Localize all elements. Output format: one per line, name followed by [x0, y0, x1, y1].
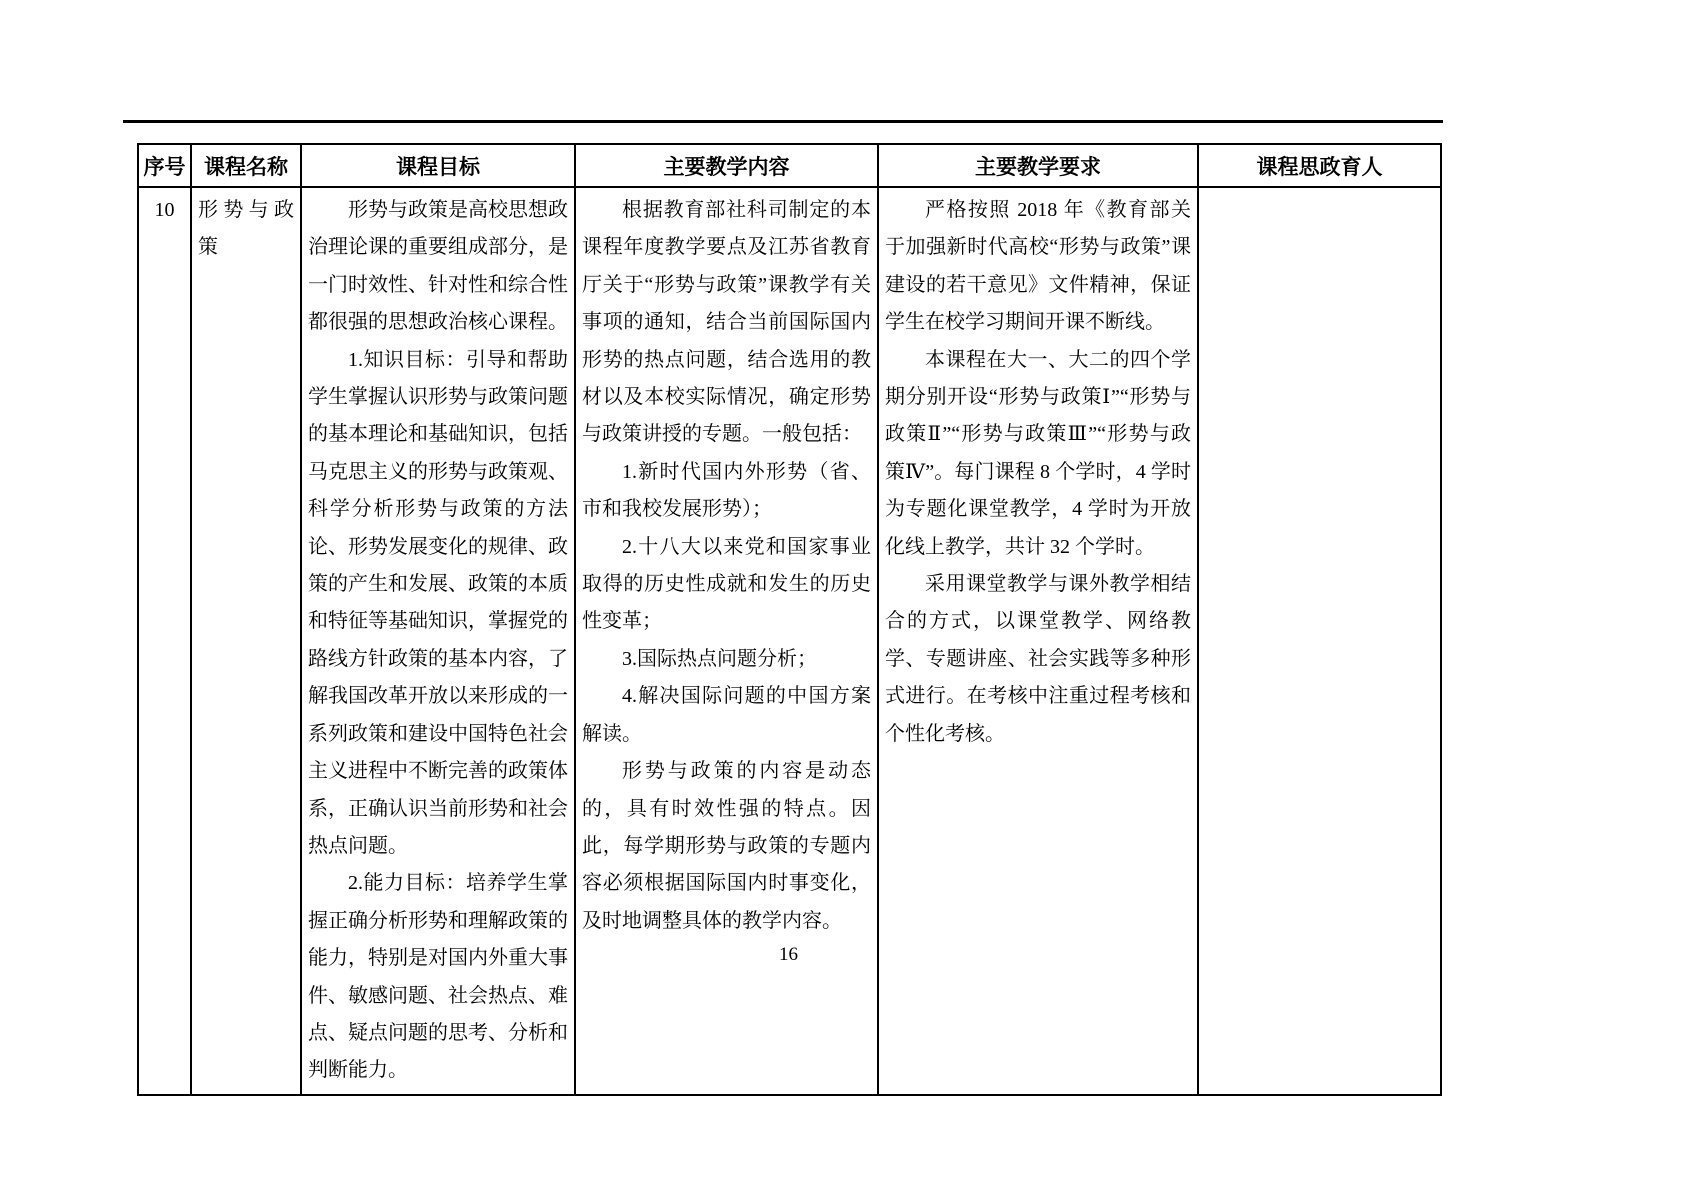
column-header-course-objectives: 课程目标: [301, 144, 575, 187]
course-name-text: 形势与政策: [198, 199, 294, 259]
page-number: 16: [779, 944, 798, 965]
objectives-paragraph: 形势与政策是高校思想政治理论课的重要组成部分，是一门时效性、针对性和综合性都很强的思想政治核心课程。: [308, 199, 568, 334]
content-paragraph: 3.国际热点问题分析；: [622, 647, 817, 670]
cell-index: 10: [138, 187, 191, 1095]
requirements-paragraph: 本课程在大一、大二的四个学期分别开设“形势与政策Ⅰ”“形势与政策Ⅱ”“形势与政策Ⅲ”“形势与政策Ⅳ”。每门课程 8 个学时，4 学时为专题化课堂教学，4 学时为开放化线上教学，共计 32 个学时。: [885, 348, 1191, 558]
content-paragraph: 根据教育部社科司制定的本课程年度教学要点及江苏省教育厅关于“形势与政策”课教学有关事项的通知，结合当前国际国内形势的热点问题，结合选用的教材以及本校实际情况，确定形势与政策讲授的专题。一般包括：: [582, 199, 871, 446]
content-paragraph: 2.十八大以来党和国家事业取得的历史性成就和发生的历史性变革；: [582, 535, 871, 633]
column-header-index: 序号: [138, 144, 191, 187]
content-paragraph: 4.解决国际问题的中国方案解读。: [582, 685, 871, 745]
table-header-row: [138, 144, 1441, 187]
page-header-rule: [123, 120, 1443, 123]
objectives-paragraph: 2.能力目标：培养学生掌握正确分析形势和理解政策的能力，特别是对国内外重大事件、敏感问题、社会热点、难点、疑点问题的思考、分析和判断能力。: [308, 872, 568, 1082]
content-paragraph: 形势与政策的内容是动态的，具有时效性强的特点。因此，每学期形势与政策的专题内容必须根据国际国内时事变化，及时地调整具体的教学内容。: [582, 760, 871, 932]
requirements-paragraph: 采用课堂教学与课外教学相结合的方式，以课堂教学、网络教学、专题讲座、社会实践等多种形式进行。在考核中注重过程考核和个性化考核。: [885, 573, 1191, 745]
column-header-teaching-content: 主要教学内容: [575, 144, 878, 187]
column-header-teaching-requirements: 主要教学要求: [878, 144, 1198, 187]
objectives-paragraph: 1.知识目标：引导和帮助学生掌握认识形势与政策问题的基本理论和基础知识，包括马克思主义的形势与政策观、科学分析形势与政策的方法论、形势发展变化的规律、政策的产生和发展、政策的本质和特征等基础知识，掌握党的路线方针政策的基本内容，了解我国改革开放以来形成的一系列政策和建设中国特色社会主义进程中不断完善的政策体系，正确认识当前形势和社会热点问题。: [308, 348, 568, 857]
column-header-course-name: 课程名称: [191, 144, 301, 187]
requirements-paragraph: 严格按照 2018 年《教育部关于加强新时代高校“形势与政策”课建设的若干意见》文件精神，保证学生在校学习期间开课不断线。: [885, 199, 1191, 334]
column-header-ideological-education: 课程思政育人: [1198, 144, 1441, 187]
content-paragraph: 1.新时代国内外形势（省、市和我校发展形势）；: [582, 460, 871, 521]
